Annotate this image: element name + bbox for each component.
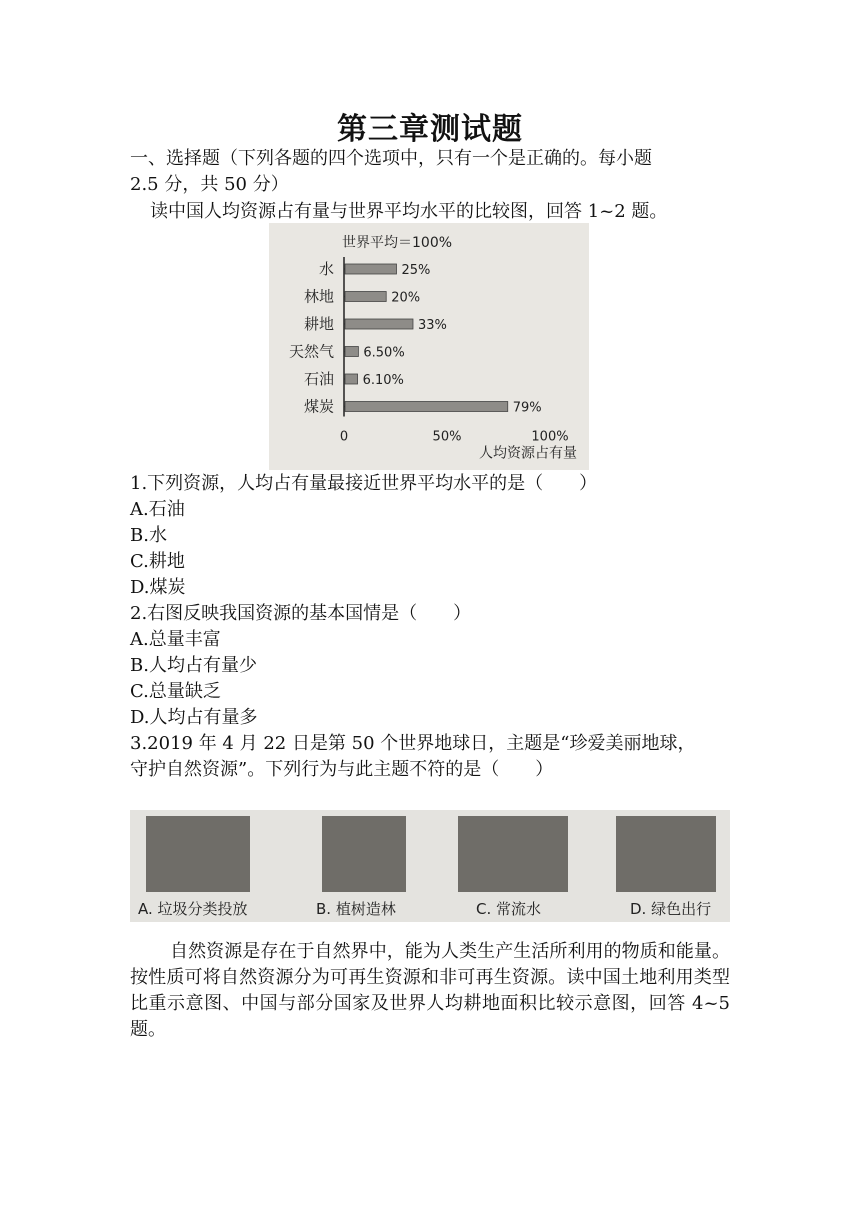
question-2-option-d: D.人均占有量多: [130, 707, 258, 728]
photo-running-water: [458, 816, 568, 892]
question-2-option-b: B.人均占有量少: [130, 655, 257, 676]
photo-green-travel: [616, 816, 716, 892]
chart-category-label: 林地: [303, 287, 334, 306]
section-heading-line2: 2.5 分，共 50 分）: [130, 174, 289, 195]
question-3-photo-strip: [130, 810, 730, 922]
question-3-stem-line2: 守护自然资源”。下列行为与此主题不符的是（ ）: [130, 759, 554, 780]
chart-value-label: 6.10%: [362, 373, 404, 388]
chart-category-label: 水: [318, 260, 334, 278]
question-2-option-c: C.总量缺乏: [130, 681, 221, 702]
question-2-stem: 2.右图反映我国资源的基本国情是（ ）: [130, 603, 472, 624]
chart-category-label: 天然气: [288, 342, 334, 361]
chart-category-label: 耕地: [303, 315, 334, 333]
question-1-option-a: A.石油: [130, 499, 185, 520]
photo-tree-planting: [322, 816, 406, 892]
chart-value-label: 79%: [512, 400, 542, 416]
page-title: 第三章测试题: [337, 112, 523, 147]
chart-category-label: 煤炭: [303, 397, 334, 416]
chart-bar: [345, 402, 508, 412]
chart-value-label: 6.50%: [363, 345, 405, 361]
section-heading-line1: 一、选择题（下列各题的四个选项中，只有一个是正确的。每小题: [130, 148, 652, 169]
question-2-option-a: A.总量丰富: [130, 629, 221, 650]
passage-questions-4-5: 自然资源是存在于自然界中，能为人类生产生活所利用的物质和能量。按性质可将自然资源分为可再生资源和非可再生资源。读中国土地利用类型比重示意图、中国与部分国家及世界人均耕地面积比较示意图，回答 4~5 题。: [130, 941, 730, 1040]
chart-note: 世界平均＝100%: [342, 235, 453, 251]
chart-bar: [345, 264, 397, 274]
question-1-option-c: C.耕地: [130, 551, 185, 572]
resource-per-capita-chart: [269, 223, 589, 470]
chart-x-tick-label: 0: [339, 429, 349, 445]
question-3-stem-line1: 3.2019 年 4 月 22 日是第 50 个世界地球日，主题是“珍爱美丽地球，: [130, 733, 696, 754]
chart-bar: [345, 347, 358, 357]
chart-value-label: 25%: [401, 263, 431, 278]
chart-value-label: 33%: [417, 318, 447, 333]
photo-garbage-sorting: [146, 816, 250, 892]
caption-c: C. 常流水: [476, 900, 542, 918]
chart-bar: [345, 292, 386, 302]
chart-x-tick-label: 100%: [531, 429, 569, 445]
chart-x-axis-label: 人均资源占有量: [479, 445, 577, 462]
question-1-option-b: B.水: [130, 525, 167, 546]
caption-a: A. 垃圾分类投放: [138, 900, 248, 918]
chart-category-label: 石油: [303, 370, 334, 388]
question-1-option-d: D.煤炭: [130, 577, 186, 598]
intro-questions-1-2: 读中国人均资源占有量与世界平均水平的比较图，回答 1~2 题。: [150, 201, 668, 222]
chart-bar: [345, 319, 413, 329]
question-1-stem: 1.下列资源，人均占有量最接近世界平均水平的是（ ）: [130, 473, 598, 494]
chart-x-tick-label: 50%: [432, 429, 462, 445]
chart-svg: [269, 223, 589, 470]
caption-d: D. 绿色出行: [630, 900, 712, 918]
caption-b: B. 植树造林: [316, 900, 396, 918]
chart-bar: [345, 374, 358, 384]
chart-value-label: 20%: [391, 290, 421, 306]
